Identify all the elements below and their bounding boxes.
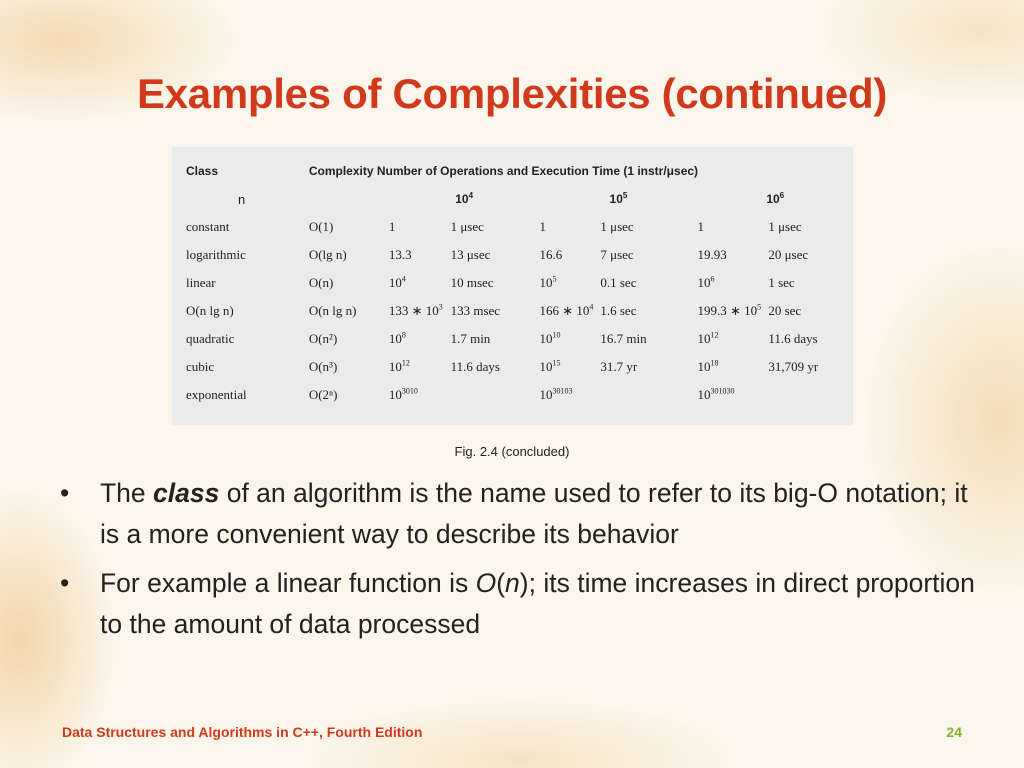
table-row	[186, 353, 853, 381]
time-cell: 7 μsec	[600, 247, 634, 262]
operations-cell: 13.3	[388, 247, 412, 262]
operations-cell: $10^{301030}$	[697, 386, 735, 402]
operations-cell: 19.93	[697, 247, 727, 262]
n-label: n	[238, 191, 246, 207]
n-value: $10^6$	[766, 191, 785, 206]
complexity-cell: O(n)	[308, 275, 334, 290]
n-value: $10^5$	[609, 191, 628, 206]
table-row	[186, 241, 853, 269]
complexity-table	[186, 157, 853, 409]
bullet-dot-icon: •	[60, 568, 70, 598]
footer-book-title: Data Structures and Algorithms in C++, Fourth Edition	[62, 724, 423, 740]
complexity-cell: O(2ⁿ)	[308, 387, 338, 402]
time-cell: 20 μsec	[768, 247, 809, 262]
time-cell: 11.6 days	[768, 331, 818, 346]
time-cell: 20 sec	[768, 303, 802, 318]
bullet-item: • The class of an algorithm is the name used to refer to its big-O notation; it is a more convenient way to describe its behavior	[60, 473, 990, 555]
operations-cell: $10^{30103}$	[539, 386, 573, 402]
operations-cell: $10^{3010}$	[388, 386, 418, 402]
time-cell: 0.1 sec	[600, 275, 637, 290]
time-cell: 1 sec	[768, 275, 795, 290]
time-cell: 1 μsec	[600, 219, 634, 234]
complexity-cell: O(1)	[308, 219, 334, 234]
table-row	[186, 381, 853, 409]
n-value: $10^4$	[455, 191, 474, 206]
complexity-table-figure	[172, 147, 853, 425]
class-cell: exponential	[186, 387, 247, 402]
time-cell: 1.7 min	[450, 331, 491, 346]
slide-title: Examples of Complexities (continued)	[137, 70, 887, 117]
time-cell: 13 μsec	[450, 247, 491, 262]
time-cell	[768, 381, 853, 409]
class-cell: constant	[186, 219, 230, 234]
table-row	[186, 213, 853, 241]
operations-cell: $10^{12}$	[697, 330, 719, 346]
figure-caption: Fig. 2.4 (concluded)	[454, 444, 570, 459]
time-cell: 1 μsec	[450, 219, 484, 234]
time-cell: 133 msec	[450, 303, 501, 318]
time-cell: 11.6 days	[450, 359, 500, 374]
complexity-cell: O(lg n)	[308, 247, 347, 262]
class-cell: linear	[186, 275, 216, 290]
table-header-row	[186, 157, 853, 185]
operations-cell: 133 ∗ $10^3$	[388, 302, 443, 318]
operations-cell: 1	[539, 219, 546, 234]
time-cell	[451, 381, 540, 409]
table-row	[186, 269, 853, 297]
table-n-row	[186, 185, 853, 213]
complexity-cell: O(n lg n)	[308, 303, 357, 318]
operations-cell: 1	[388, 219, 396, 234]
operations-cell: $10^{15}$	[539, 358, 561, 374]
class-cell: quadratic	[186, 331, 235, 346]
page-number: 24	[946, 724, 962, 740]
operations-cell: $10^{12}$	[388, 358, 410, 374]
operations-cell: $10^{10}$	[539, 330, 561, 346]
header-class: Class	[186, 164, 219, 178]
header-complexity: Complexity Number of Operations and Execution Time (1 instr/μsec)	[308, 164, 699, 178]
operations-cell: $10^8$	[388, 330, 406, 346]
operations-cell: $10^5$	[539, 274, 557, 290]
time-cell	[600, 381, 697, 409]
operations-cell: $10^4$	[388, 274, 406, 290]
complexity-cell: O(n³)	[308, 359, 338, 374]
class-cell: cubic	[186, 359, 215, 374]
operations-cell: $10^6$	[697, 274, 715, 290]
bullet-item: • For example a linear function is O(n); its time increases in direct proportion to the amount of data processed	[60, 563, 990, 645]
time-cell: 1.6 sec	[600, 303, 637, 318]
operations-cell: 16.6	[539, 247, 563, 262]
class-cell: O(n lg n)	[186, 303, 234, 318]
operations-cell: 166 ∗ $10^4$	[539, 302, 594, 318]
time-cell: 31.7 yr	[600, 359, 638, 374]
table-row	[186, 325, 853, 353]
class-cell: logarithmic	[186, 247, 246, 262]
complexity-cell: O(n²)	[308, 331, 338, 346]
bullet-list	[60, 473, 990, 653]
bullet-dot-icon: •	[60, 478, 70, 508]
time-cell: 1 μsec	[768, 219, 802, 234]
time-cell: 31,709 yr	[768, 359, 819, 374]
operations-cell: $10^{18}$	[697, 358, 719, 374]
operations-cell: 199.3 ∗ $10^5$	[697, 302, 762, 318]
time-cell: 16.7 min	[600, 331, 647, 346]
time-cell: 10 msec	[450, 275, 494, 290]
table-row	[186, 297, 853, 325]
operations-cell: 1	[697, 219, 704, 234]
